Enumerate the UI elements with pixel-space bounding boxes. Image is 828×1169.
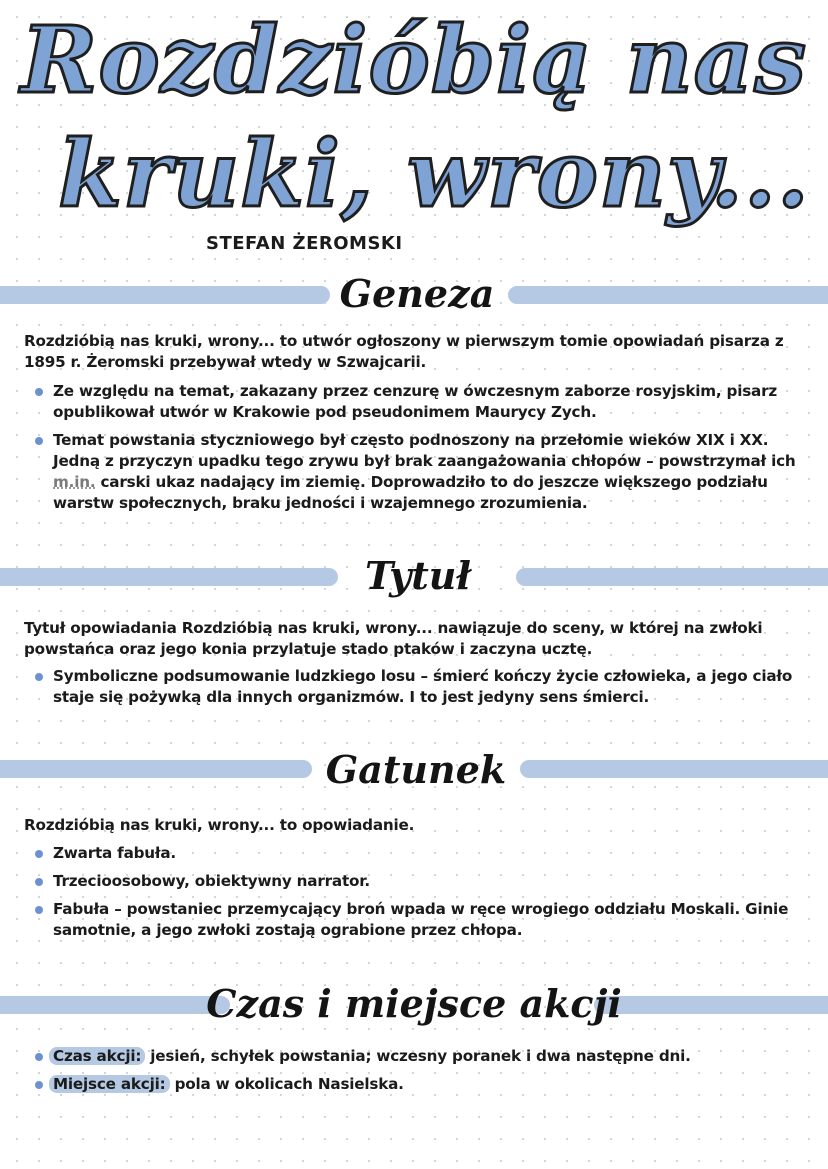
list-item [28, 871, 800, 892]
list-item-text: Zwarta fabuła. [53, 844, 176, 862]
divider-bar-left [0, 760, 312, 778]
bullet-icon [35, 673, 43, 681]
bullet-list [28, 1046, 800, 1102]
bullet-icon [35, 850, 43, 858]
divider-bar-left [0, 286, 330, 304]
list-item [28, 666, 800, 708]
section-heading: Tytuł [365, 553, 471, 598]
title-line-2: kruki, wrony... [58, 120, 810, 228]
divider-bar-left [0, 996, 230, 1014]
list-item-text-part: Temat powstania styczniowego był często podnoszony na przełomie wieków XIX i XX. Jedną z przyczyn upadku tego zrywu był brak zaangażowania chłopów – powstrzymał ich [53, 431, 796, 470]
list-item-text: jesień, schyłek powstania; wczesny poranek i dwa następne dni. [145, 1047, 691, 1065]
list-item [28, 1074, 800, 1095]
title-line-1: Rozdzióbią nas [20, 6, 808, 114]
list-item-text: Ze względu na temat, zakazany przez cenzurę w ówczesnym zaborze rosyjskim, pisarz opublikował utwór w Krakowie pod pseudonimem Maurycy Zych. [53, 382, 778, 421]
divider-bar-left [0, 568, 338, 586]
section-header-geneza [0, 269, 828, 319]
section-heading: Geneza [339, 271, 495, 316]
divider-bar-right [516, 568, 828, 586]
divider-bar-right [594, 996, 828, 1014]
divider-bar-right [520, 760, 828, 778]
section-header-gatunek [0, 745, 828, 795]
bullet-list [28, 381, 800, 521]
list-item [28, 1046, 800, 1067]
highlighted-label: Czas akcji: [49, 1047, 145, 1065]
bullet-icon [35, 437, 43, 445]
section-header-czas [0, 979, 828, 1029]
highlighted-label: Miejsce akcji: [49, 1075, 170, 1093]
list-item-text-part: carski ukaz nadający im ziemię. Doprowadziło to do jeszcze większego podziału warstw społecznych, braku jedności i wzajemnego zrozumienia. [53, 473, 768, 512]
bullet-icon [35, 906, 43, 914]
section-header-tytul [0, 551, 828, 601]
author: STEFAN ŻEROMSKI [206, 233, 403, 254]
section-heading: Czas i miejsce akcji [206, 981, 622, 1026]
list-item [28, 381, 800, 423]
bullet-icon [35, 1053, 43, 1061]
list-item-text: Fabuła – powstaniec przemycający broń wpada w ręce wrogiego oddziału Moskali. Ginie samotnie, a jego zwłoki zostają ograbione przez chłopa. [53, 900, 789, 939]
section-intro: Rozdzióbią nas kruki, wrony... to utwór ogłoszony w pierwszym tomie opowiadań pisarza z 1895 r. Żeromski przebywał wtedy w Szwajcarii. [24, 332, 784, 371]
list-item-text: Trzecioosobowy, obiektywny narrator. [53, 872, 370, 890]
divider-bar-right [508, 286, 828, 304]
abbreviation-link[interactable]: m.in. [53, 473, 96, 491]
list-item-text: pola w okolicach Nasielska. [169, 1075, 404, 1093]
bullet-list [28, 843, 800, 948]
bullet-icon [35, 1081, 43, 1089]
section-intro: Tytuł opowiadania Rozdzióbią nas kruki, wrony... nawiązuje do sceny, w której na zwłoki powstańca oraz jego konia przylatuje stado ptaków i zaczyna ucztę. [24, 619, 763, 658]
bullet-icon [35, 388, 43, 396]
list-item [28, 430, 800, 514]
section-heading: Gatunek [325, 747, 507, 792]
list-item [28, 899, 800, 941]
list-item [28, 843, 800, 864]
bullet-icon [35, 878, 43, 886]
list-item-text: Symboliczne podsumowanie ludzkiego losu – śmierć kończy życie człowieka, a jego ciało staje się pożywką dla innych organizmów. I to jest jedyny sens śmierci. [53, 667, 793, 706]
bullet-list [28, 666, 800, 715]
section-intro: Rozdzióbią nas kruki, wrony... to opowiadanie. [24, 816, 415, 834]
